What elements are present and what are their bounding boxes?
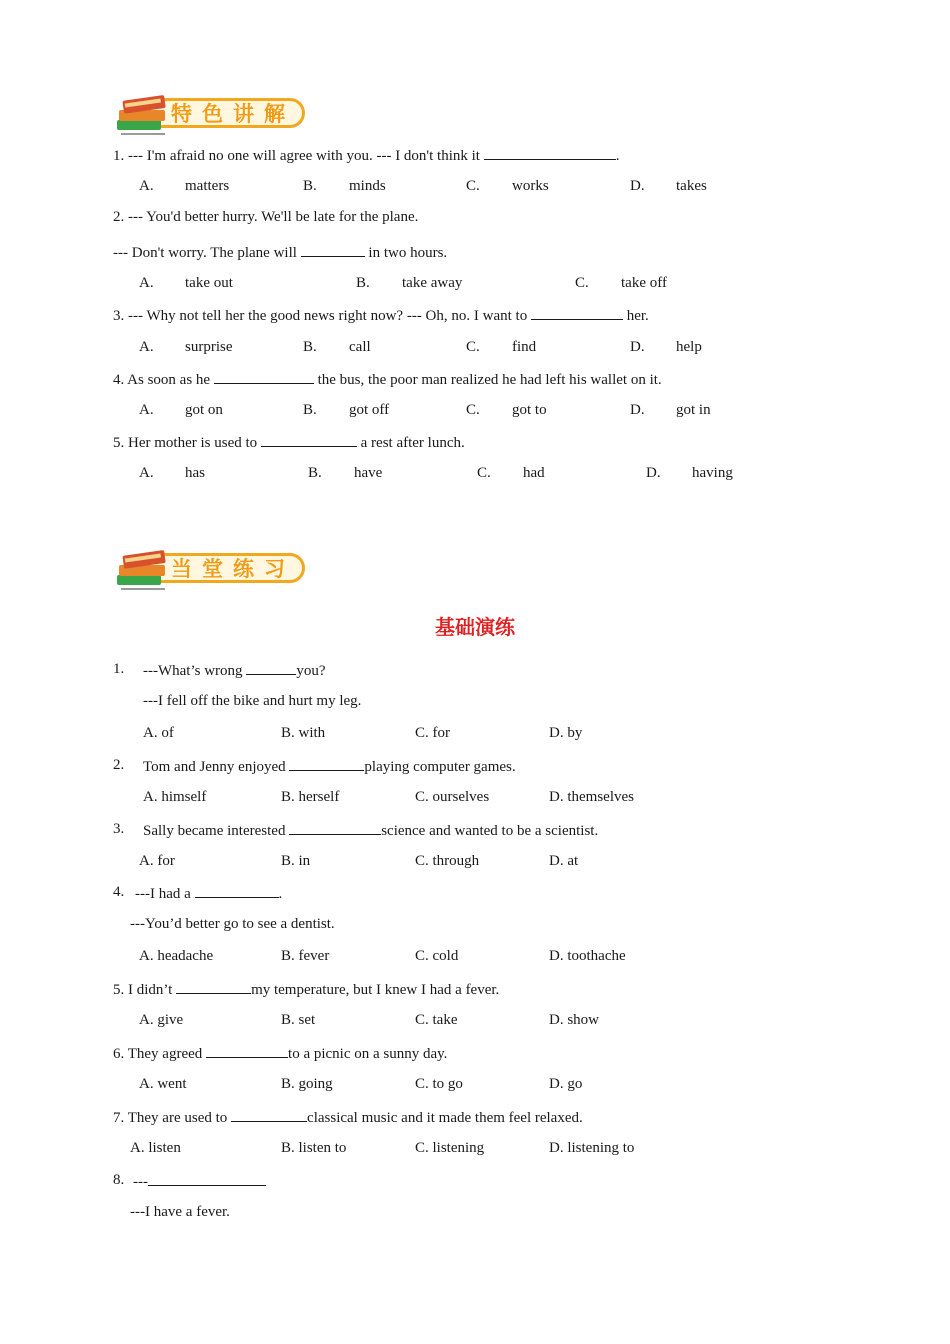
option-c: C. — [466, 178, 480, 194]
question-text-end: you? — [296, 663, 326, 679]
question-text-end: science and wanted to be a scientist. — [381, 823, 599, 839]
option-c: C. — [477, 465, 491, 481]
exercise-5 — [113, 978, 499, 1000]
answer-blank — [246, 659, 296, 675]
question-number: 1. — [113, 661, 125, 677]
question-text-end: playing computer games. — [364, 759, 516, 775]
option-b-text: have — [354, 465, 383, 481]
answer-blank — [289, 819, 381, 835]
option-a: A. of — [143, 725, 174, 741]
question-text: 4. As soon as he — [113, 372, 214, 388]
question-text-end: her. — [622, 308, 649, 324]
answer-blank — [176, 978, 251, 994]
option-a: A. — [139, 402, 154, 418]
exercise-6 — [113, 1042, 447, 1064]
answer-blank — [261, 431, 357, 447]
option-b-text: minds — [349, 178, 386, 194]
option-c: C. listening — [415, 1140, 485, 1156]
question-text: 7. They are used to — [113, 1110, 232, 1126]
option-d: D. at — [549, 853, 579, 869]
section-heading: 基础演练 — [435, 615, 515, 639]
exercise-1-text — [143, 659, 325, 681]
question-text: 3. --- Why not tell her the good news right now? --- Oh, no. I want to — [113, 308, 531, 324]
option-c: C. — [466, 339, 480, 355]
option-d: D. show — [549, 1012, 600, 1028]
option-a: A. went — [139, 1076, 187, 1092]
option-b-text: got off — [349, 402, 390, 418]
option-b: B. — [303, 178, 317, 194]
question-text: ---I had a — [135, 886, 195, 902]
question-2: 2. --- You'd better hurry. We'll be late for the plane. — [113, 209, 419, 225]
question-text-end: a rest after lunch. — [356, 435, 465, 451]
option-a-text: got on — [185, 402, 223, 418]
question-text: --- Don't worry. The plane will — [113, 245, 301, 261]
option-b-text: take away — [402, 275, 463, 291]
section-banner-special — [113, 90, 309, 138]
option-c: C. for — [415, 725, 450, 741]
exercise-4: 4. — [113, 884, 125, 900]
answer-blank — [206, 1042, 288, 1058]
option-a: A. himself — [143, 789, 207, 805]
question-text-end: to a picnic on a sunny day. — [288, 1046, 448, 1062]
question-text: 5. I didn’t — [113, 982, 177, 998]
option-a-text: matters — [185, 178, 230, 194]
option-a: A. — [139, 275, 154, 291]
exercise-1-line2: ---I fell off the bike and hurt my leg. — [143, 693, 362, 709]
option-c-text: had — [523, 465, 545, 481]
question-text: 1. --- I'm afraid no one will agree with you. --- I don't think it — [113, 148, 484, 164]
books-icon — [113, 545, 173, 595]
option-a: A. give — [139, 1012, 184, 1028]
option-d: D. by — [549, 725, 583, 741]
exercise-8-text — [133, 1170, 266, 1192]
option-c: C. through — [415, 853, 480, 869]
option-d: D. — [630, 178, 645, 194]
question-text-end: in two hours. — [364, 245, 448, 261]
answer-blank — [531, 304, 623, 320]
question-text: ---What’s wrong — [143, 663, 247, 679]
question-4 — [113, 368, 662, 390]
option-a: A. — [139, 465, 154, 481]
option-a: A. headache — [139, 948, 214, 964]
option-a: A. — [139, 178, 154, 194]
option-b: B. — [308, 465, 322, 481]
option-c-text: got to — [512, 402, 547, 418]
banner-title: 特色讲解 — [171, 102, 295, 126]
option-b: B. — [356, 275, 370, 291]
option-b: B. set — [281, 1012, 316, 1028]
exercise-2-text — [143, 755, 516, 777]
option-a-text: take out — [185, 275, 233, 291]
option-d-text: takes — [676, 178, 707, 194]
option-c: C. — [575, 275, 589, 291]
option-b-text: call — [349, 339, 371, 355]
option-d: D. — [630, 402, 645, 418]
option-c: C. — [466, 402, 480, 418]
option-b: B. — [303, 402, 317, 418]
exercise-8: 8. — [113, 1172, 125, 1188]
option-d: D. — [630, 339, 645, 355]
answer-blank — [301, 241, 365, 257]
option-d-text: got in — [676, 402, 711, 418]
question-text-end: my temperature, but I knew I had a fever. — [251, 982, 500, 998]
option-c: C. cold — [415, 948, 459, 964]
option-a: A. — [139, 339, 154, 355]
answer-blank — [231, 1106, 307, 1122]
option-c-text: take off — [621, 275, 667, 291]
question-text-end: classical music and it made them feel relaxed. — [307, 1110, 583, 1126]
option-a-text: surprise — [185, 339, 233, 355]
option-b: B. fever — [281, 948, 330, 964]
option-b: B. herself — [281, 789, 340, 805]
question-text-end: . — [615, 148, 620, 164]
option-b: B. — [303, 339, 317, 355]
question-text: Tom and Jenny enjoyed — [143, 759, 290, 775]
exercise-3-text — [143, 819, 598, 841]
exercise-8-line2: ---I have a fever. — [130, 1204, 230, 1220]
exercise-2: 2. — [113, 757, 125, 773]
option-d-text: help — [676, 339, 702, 355]
question-text: 6. They agreed — [113, 1046, 207, 1062]
option-a: A. for — [139, 853, 175, 869]
question-text: Sally became interested — [143, 823, 290, 839]
option-c: C. take — [415, 1012, 458, 1028]
option-b: B. going — [281, 1076, 333, 1092]
question-text-end: the bus, the poor man realized he had left his wallet on it. — [313, 372, 662, 388]
question-text-end: . — [278, 886, 283, 902]
option-b: B. with — [281, 725, 326, 741]
question-1 — [113, 144, 619, 166]
banner-title: 当堂练习 — [171, 557, 295, 581]
exercise-3: 3. — [113, 821, 125, 837]
answer-blank — [195, 882, 279, 898]
option-b: B. in — [281, 853, 311, 869]
option-d: D. — [646, 465, 661, 481]
option-b: B. listen to — [281, 1140, 347, 1156]
answer-blank — [289, 755, 364, 771]
section-banner-practice — [113, 545, 309, 593]
exercise-4-line2: ---You’d better go to see a dentist. — [130, 916, 335, 932]
question-text: 5. Her mother is used to — [113, 435, 261, 451]
question-3 — [113, 304, 649, 326]
option-d: D. themselves — [549, 789, 634, 805]
option-a: A. listen — [130, 1140, 181, 1156]
option-c: C. to go — [415, 1076, 463, 1092]
option-d-text: having — [692, 465, 733, 481]
exercise-1 — [113, 659, 124, 679]
exercise-7 — [113, 1106, 583, 1128]
option-a-text: has — [185, 465, 205, 481]
option-c: C. ourselves — [415, 789, 490, 805]
option-d: D. listening to — [549, 1140, 635, 1156]
question-text: --- — [133, 1174, 148, 1190]
option-d: D. go — [549, 1076, 583, 1092]
exercise-4-text — [135, 882, 282, 904]
answer-blank — [214, 368, 314, 384]
question-5 — [113, 431, 465, 453]
option-c-text: works — [512, 178, 549, 194]
question-2-line2 — [113, 241, 447, 263]
option-d: D. toothache — [549, 948, 626, 964]
option-c-text: find — [512, 339, 537, 355]
answer-blank — [484, 144, 616, 160]
books-icon — [113, 90, 173, 140]
answer-blank — [148, 1170, 266, 1186]
